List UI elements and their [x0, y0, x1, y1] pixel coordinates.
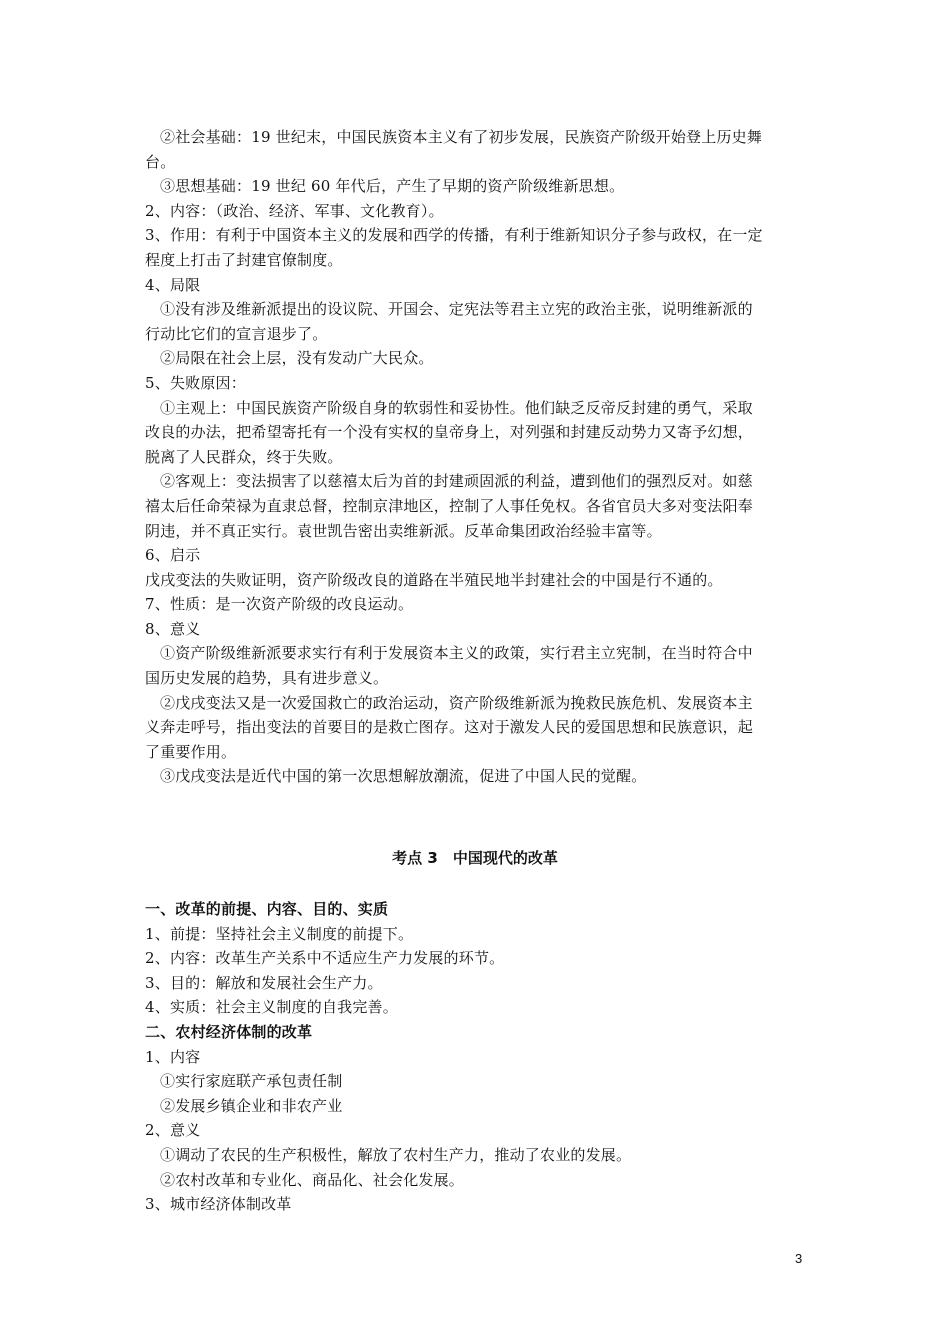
text-line: ①主观上：中国民族资产阶级自身的软弱性和妥协性。他们缺乏反帝反封建的勇气，采取 — [160, 398, 753, 417]
text-line: 2、内容：（政治、经济、军事、文化教育）。 — [145, 201, 444, 220]
text-line: ②社会基础：19 世纪末，中国民族资本主义有了初步发展，民族资产阶级开始登上历史舞 — [160, 128, 763, 146]
text-line: 2、内容：改革生产关系中不适应生产力发展的环节。 — [145, 949, 505, 968]
text-line: 1、内容 — [145, 1047, 201, 1066]
text-line: 国历史发展的趋势，具有进步意义。 — [145, 669, 389, 688]
text-line: ②农村改革和专业化、商品化、社会化发展。 — [160, 1170, 465, 1189]
text-line: 6、启示 — [145, 546, 201, 565]
text-line: ②发展乡镇企业和非农产业 — [160, 1096, 343, 1115]
text-block-modern-reform — [145, 897, 810, 1217]
text-line: 戊戌变法的失败证明，资产阶级改良的道路在半殖民地半封建社会的中国是行不通的。 — [145, 570, 723, 589]
text-line: 7、性质：是一次资产阶级的改良运动。 — [145, 595, 414, 614]
section-title: 考点 3 中国现代的改革 — [392, 849, 558, 867]
text-line: 2、意义 — [145, 1121, 201, 1140]
text-block-reform-1898 — [145, 125, 810, 789]
text-line: ②戊戌变法又是一次爱国救亡的政治运动，资产阶级维新派为挽救民族危机、发展资本主 — [160, 693, 753, 712]
text-line: 改良的办法，把希望寄托有一个没有实权的皇帝身上，对列强和封建反动势力又寄予幻想， — [145, 423, 754, 442]
text-line: 5、失败原因： — [145, 373, 246, 392]
page-number: 3 — [795, 1251, 803, 1266]
text-line: ③戊戌变法是近代中国的第一次思想解放潮流，促进了中国人民的觉醒。 — [160, 767, 647, 786]
text-line: ①资产阶级维新派要求实行有利于发展资本主义的政策，实行君主立宪制，在当时符合中 — [160, 644, 753, 663]
text-line: 4、实质：社会主义制度的自我完善。 — [145, 998, 398, 1017]
text-line: 了重要作用。 — [145, 742, 237, 761]
text-line: 二、农村经济体制的改革 — [145, 1022, 313, 1041]
text-line: 台。 — [145, 152, 176, 171]
text-line: 阴违，并不真正实行。袁世凯告密出卖维新派。反革命集团政治经验丰富等。 — [145, 521, 662, 540]
text-line: ②局限在社会上层，没有发动广大民众。 — [160, 349, 434, 368]
text-line: 脱离了人民群众，终于失败。 — [145, 447, 343, 466]
text-line: 程度上打击了封建官僚制度。 — [145, 250, 343, 269]
text-line: ②客观上：变法损害了以慈禧太后为首的封建顽固派的利益，遭到他们的强烈反对。如慈 — [160, 472, 753, 491]
text-line: 禧太后任命荣禄为直隶总督，控制京津地区，控制了人事任免权。各省官员大多对变法阳奉 — [145, 496, 754, 515]
text-line: ③思想基础：19 世纪 60 年代后，产生了早期的资产阶级维新思想。 — [160, 177, 625, 196]
text-line: 义奔走呼号，指出变法的首要目的是救亡图存。这对于激发人民的爱国思想和民族意识，起 — [145, 718, 754, 737]
text-line: 一、改革的前提、内容、目的、实质 — [145, 900, 389, 918]
text-line: ①没有涉及维新派提出的设议院、开国会、定宪法等君主立宪的政治主张，说明维新派的 — [160, 300, 753, 319]
text-line: ①调动了农民的生产积极性，解放了农村生产力，推动了农业的发展。 — [160, 1145, 632, 1164]
text-line: 8、意义 — [145, 619, 201, 638]
text-line: 行动比它们的宣言退步了。 — [145, 324, 328, 343]
text-line: 3、作用：有利于中国资本主义的发展和西学的传播，有利于维新知识分子参与政权，在一定 — [145, 226, 763, 245]
text-line: 3、目的：解放和发展社会生产力。 — [145, 973, 383, 992]
text-line: 3、城市经济体制改革 — [145, 1195, 292, 1214]
text-line: ①实行家庭联产承包责任制 — [160, 1072, 343, 1091]
text-line: 4、局限 — [145, 275, 201, 294]
text-line: 1、前提：坚持社会主义制度的前提下。 — [145, 924, 414, 943]
